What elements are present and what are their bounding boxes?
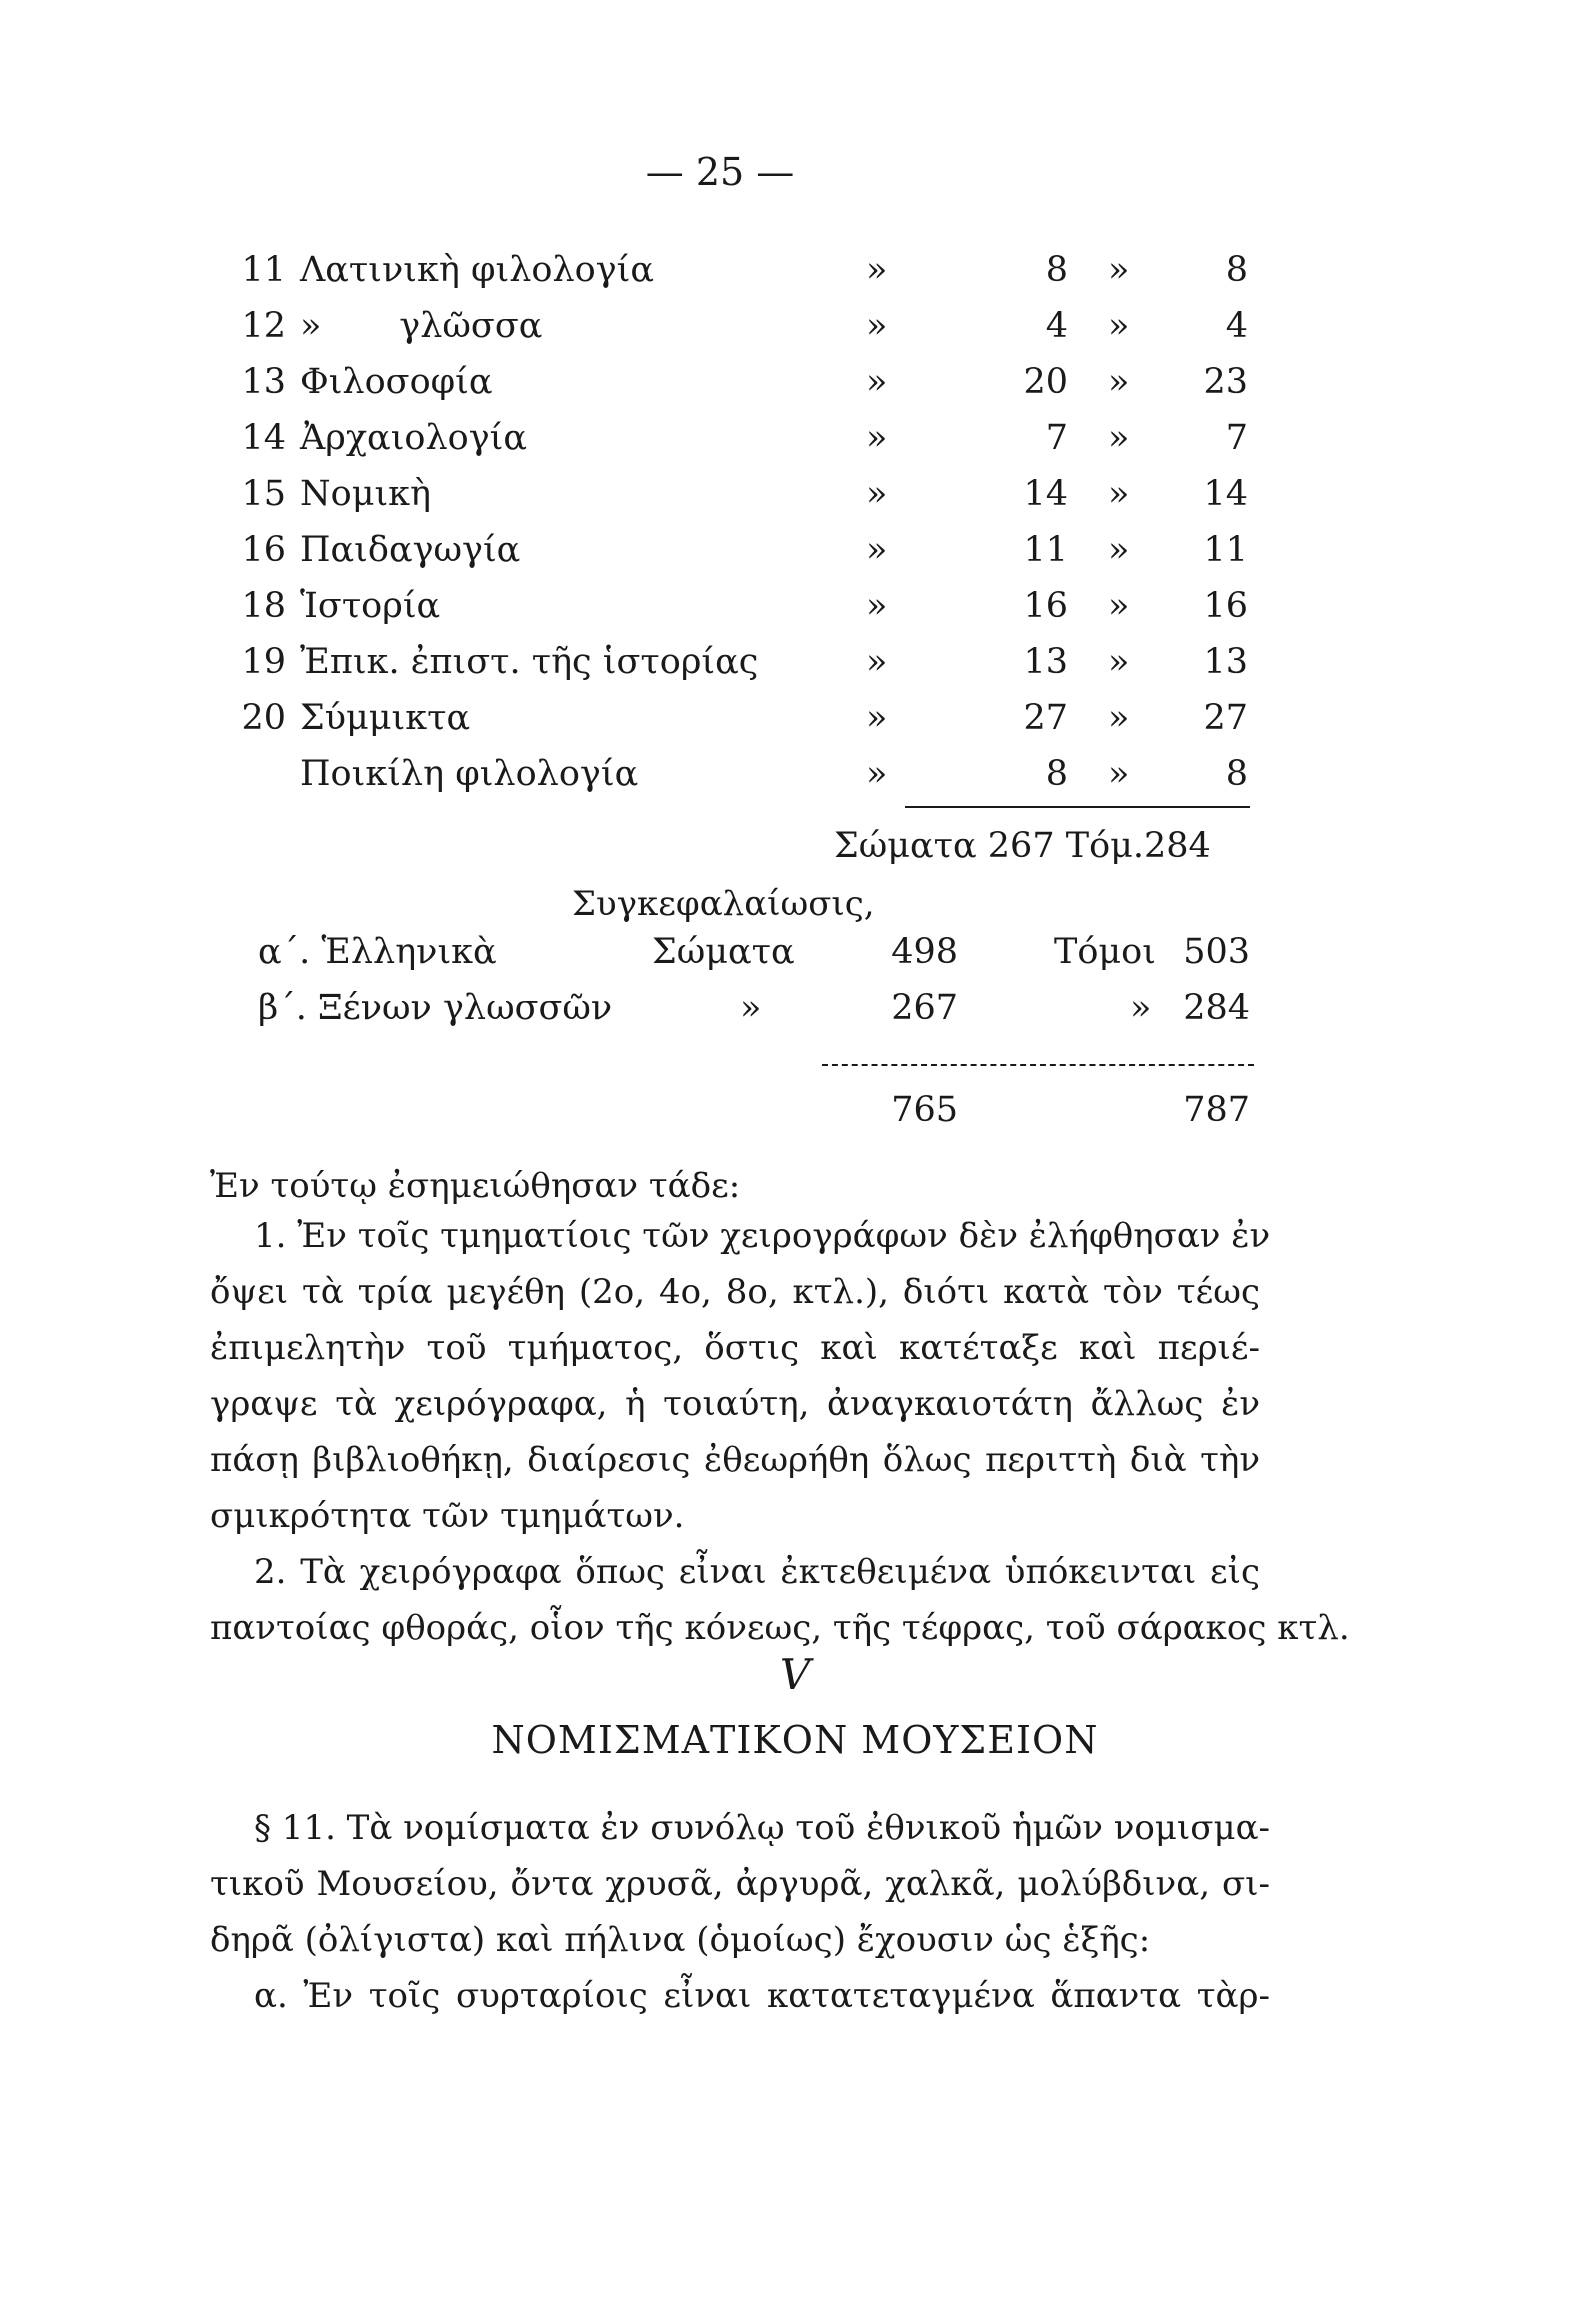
row-ditto-2: » [1108, 474, 1130, 514]
summary-row [0, 932, 1590, 988]
note-1 [210, 1208, 1271, 1544]
row-volumes: 27 [1023, 698, 1068, 738]
table-row [0, 306, 1590, 362]
row-ditto-2: » [1108, 754, 1130, 794]
row-tomes: 27 [1203, 698, 1248, 738]
text-line: ὄψει τὰ τρία μεγέθη (2ο, 4ο, 8ο, κτλ.), διότι κατὰ τὸν τέως [210, 1272, 1260, 1312]
row-tomes: 7 [1225, 418, 1248, 458]
row-ditto-2: » [1108, 586, 1130, 626]
text-line: σμικρότητα τῶν τμημάτων. [210, 1496, 685, 1536]
row-tomes: 16 [1203, 586, 1248, 626]
text-line: τικοῦ Μουσείου, ὄντα χρυσᾶ, ἀργυρᾶ, χαλκᾶ, μολύβδινα, σι- [210, 1864, 1270, 1904]
row-tomes: 4 [1225, 306, 1248, 346]
summary-col2: Τόμοι [1054, 932, 1156, 972]
row-ditto-1: » [866, 306, 888, 346]
summary-val2: 503 [1183, 932, 1250, 972]
text-line: ἐπιμελητὴν τοῦ τμήματος, ὅστις καὶ κατέταξε καὶ περιέ- [210, 1328, 1260, 1368]
row-volumes: 16 [1023, 586, 1068, 626]
row-subject: Ἱστορία [300, 586, 441, 626]
summary-sum-rule [822, 1064, 1254, 1066]
row-number: 11 [241, 250, 286, 290]
paragraph-11 [210, 1800, 1270, 2024]
row-tomes: 14 [1203, 474, 1248, 514]
row-ditto-2: » [1108, 250, 1130, 290]
row-ditto-1: » [866, 362, 888, 402]
row-ditto-2: » [1108, 698, 1130, 738]
row-volumes: 7 [1045, 418, 1068, 458]
row-subject: Νομικὴ [300, 474, 432, 514]
row-ditto-2: » [1108, 642, 1130, 682]
table-row [0, 250, 1590, 306]
row-volumes: 8 [1045, 250, 1068, 290]
text-line: πάσῃ βιβλιοθήκῃ, διαίρεσις ἐθεωρήθη ὅλως περιττὴ διὰ τὴν [210, 1440, 1260, 1480]
row-volumes: 8 [1045, 754, 1068, 794]
row-subject: Ἀρχαιολογία [300, 418, 528, 458]
table-row [0, 754, 1590, 810]
table-row [0, 418, 1590, 474]
text-line: 1. Ἐν τοῖς τμηματίοις τῶν χειρογράφων δὲν ἐλήφθησαν ἐν [254, 1216, 1271, 1256]
row-number: 13 [241, 362, 286, 402]
summary-col1: » [740, 988, 762, 1028]
row-tomes: 23 [1203, 362, 1248, 402]
notes-intro: Ἐν τούτῳ ἐσημειώθησαν τάδε: [210, 1166, 741, 1206]
note-2 [210, 1544, 1350, 1656]
row-ditto-1: » [866, 754, 888, 794]
row-number: 14 [241, 418, 286, 458]
row-volumes: 4 [1045, 306, 1068, 346]
table-row [0, 362, 1590, 418]
text-line: α. Ἐν τοῖς συρταρίοις εἶναι κατατεταγμένα ἅπαντα τὰρ- [254, 1976, 1270, 2016]
row-subject: Ποικίλη φιλολογία [300, 754, 639, 794]
row-ditto-1: » [866, 698, 888, 738]
summary-label: α΄. Ἑλληνικὰ [258, 932, 497, 972]
table-sum-rule [905, 806, 1250, 808]
section-number: V [779, 1650, 811, 1699]
summary-total-1: 765 [891, 1090, 958, 1130]
row-number: 18 [241, 586, 286, 626]
row-ditto-1: » [866, 250, 888, 290]
row-subject: Σύμμικτα [300, 698, 471, 738]
row-subject: Παιδαγωγία [300, 530, 521, 570]
row-tomes: 11 [1203, 530, 1248, 570]
row-subject: » γλῶσσα [300, 306, 543, 346]
page-number: — 25 — [645, 150, 795, 194]
row-volumes: 14 [1023, 474, 1068, 514]
row-tomes: 13 [1203, 642, 1248, 682]
row-volumes: 20 [1023, 362, 1068, 402]
row-number: 20 [241, 698, 286, 738]
row-ditto-2: » [1108, 418, 1130, 458]
row-ditto-2: » [1108, 530, 1130, 570]
summary-val1: 498 [891, 932, 958, 972]
summary-row [0, 988, 1590, 1044]
table-row [0, 530, 1590, 586]
row-number: 15 [241, 474, 286, 514]
row-ditto-2: » [1108, 362, 1130, 402]
row-subject: Φιλοσοφία [300, 362, 493, 402]
row-tomes: 8 [1225, 250, 1248, 290]
summary-heading: Συγκεφαλαίωσις, [572, 884, 875, 924]
section-title: ΝΟΜΙΣΜΑΤΙΚΟΝ ΜΟΥΣΕΙΟΝ [491, 1718, 1099, 1762]
row-ditto-1: » [866, 642, 888, 682]
row-ditto-1: » [866, 474, 888, 514]
table-row [0, 642, 1590, 698]
row-number: 12 [241, 306, 286, 346]
row-volumes: 11 [1023, 530, 1068, 570]
summary-label: β΄. Ξένων γλωσσῶν [258, 988, 613, 1028]
row-subject: Λατινικὴ φιλολογία [300, 250, 654, 290]
text-line: 2. Τὰ χειρόγραφα ὅπως εἶναι ἐκτεθειμένα ὑπόκεινται εἰς [254, 1552, 1260, 1592]
table-row [0, 586, 1590, 642]
table-row [0, 698, 1590, 754]
row-subject: Ἐπικ. ἐπιστ. τῆς ἱστορίας [300, 642, 759, 682]
row-volumes: 13 [1023, 642, 1068, 682]
row-tomes: 8 [1225, 754, 1248, 794]
row-ditto-1: » [866, 586, 888, 626]
row-number: 19 [241, 642, 286, 682]
table-total: Σώματα 267 Τόμ.284 [834, 826, 1211, 866]
text-line: παντοίας φθοράς, οἷον τῆς κόνεως, τῆς τέφρας, τοῦ σάρακος κτλ. [210, 1608, 1350, 1648]
summary-total-2: 787 [1183, 1090, 1250, 1130]
summary-col2: » [1130, 988, 1152, 1028]
text-line: δηρᾶ (ὀλίγιστα) καὶ πήλινα (ὁμοίως) ἔχουσιν ὡς ἑξῆς: [210, 1920, 1151, 1960]
row-ditto-2: » [1108, 306, 1130, 346]
text-line: γραψε τὰ χειρόγραφα, ἡ τοιαύτη, ἀναγκαιοτάτη ἄλλως ἐν [210, 1384, 1260, 1424]
text-line: § 11. Τὰ νομίσματα ἐν συνόλῳ τοῦ ἐθνικοῦ ἡμῶν νομισμα- [254, 1808, 1271, 1848]
summary-val2: 284 [1183, 988, 1250, 1028]
summary-val1: 267 [891, 988, 958, 1028]
row-number: 16 [241, 530, 286, 570]
row-ditto-1: » [866, 530, 888, 570]
row-ditto-1: » [866, 418, 888, 458]
table-row [0, 474, 1590, 530]
summary-col1: Σώματα [652, 932, 795, 972]
